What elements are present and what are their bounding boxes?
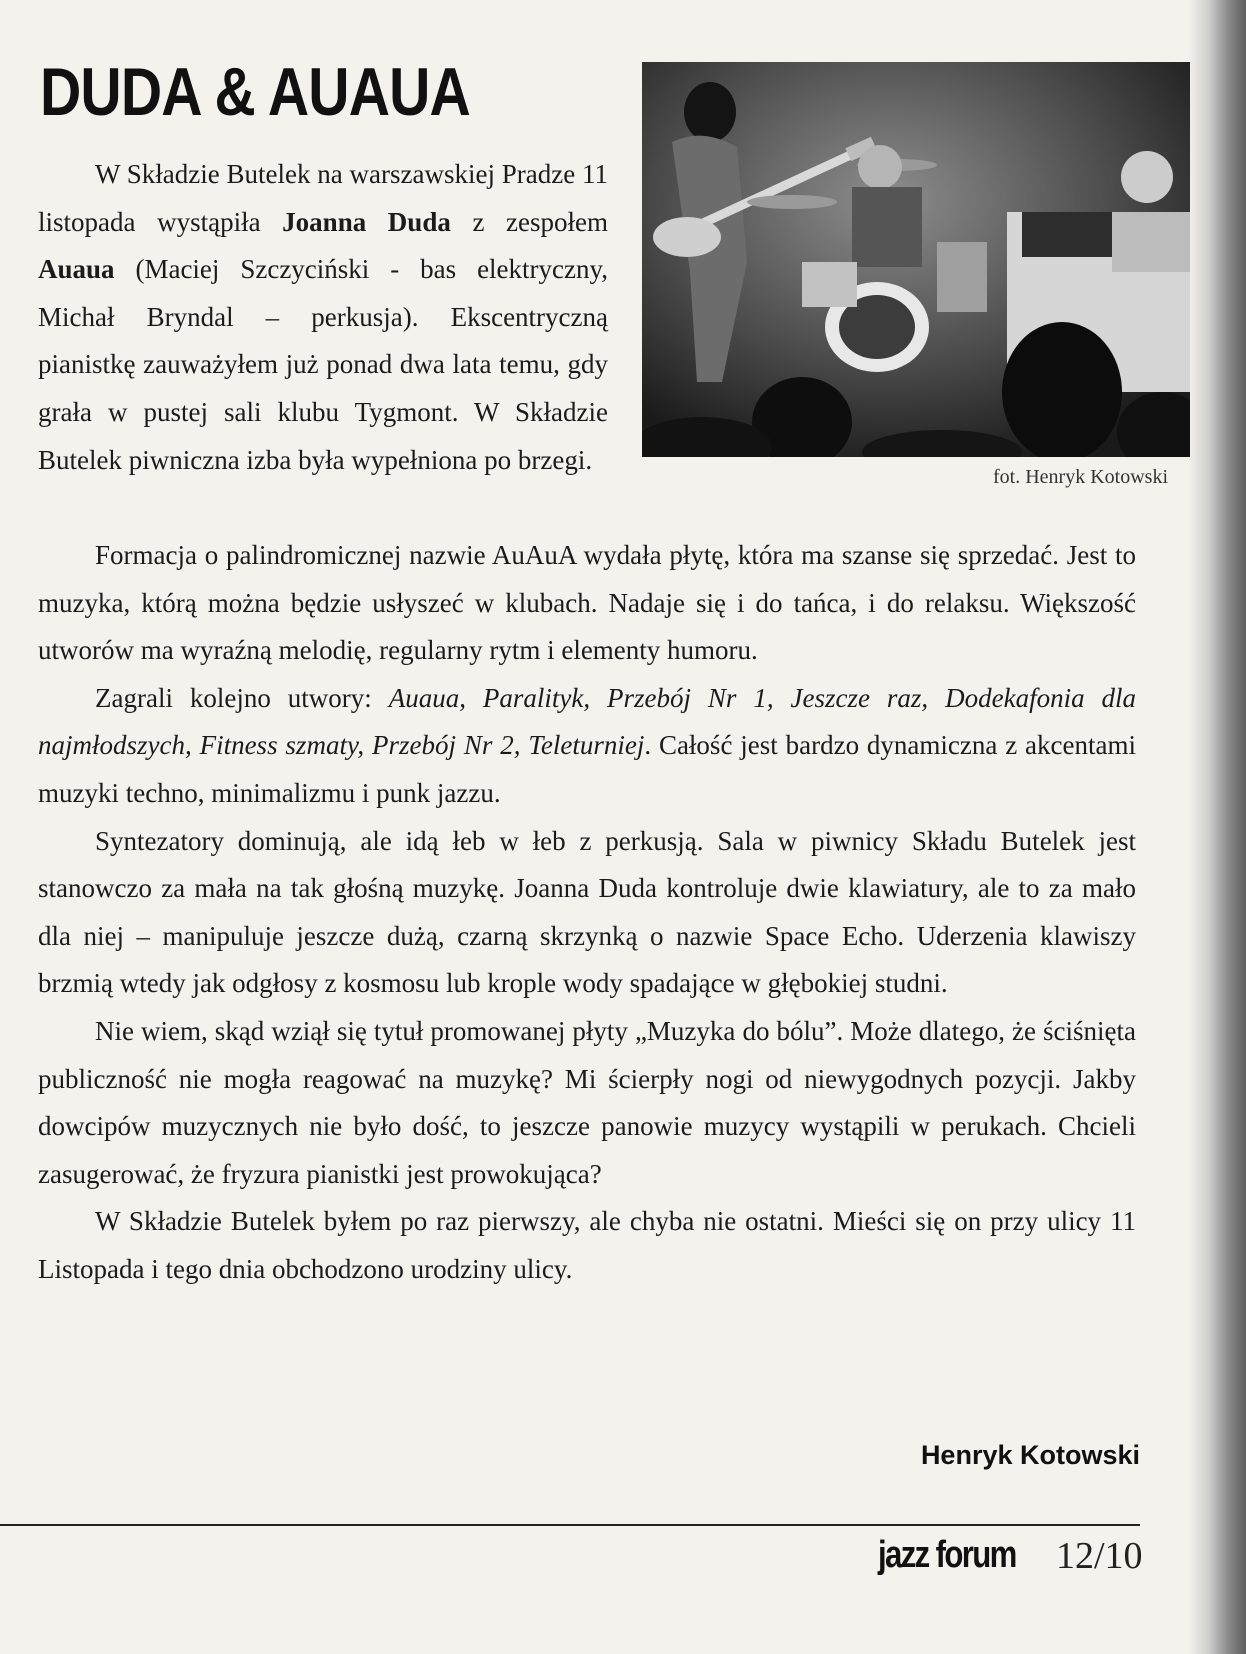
paragraph	[38, 1008, 1136, 1198]
body-text	[38, 532, 1136, 1294]
paragraph	[38, 1198, 1136, 1293]
paragraph	[38, 818, 1136, 1008]
text-run: W Składzie Butelek byłem po raz pierwszy, ale chyba nie ostatni. Mieści się on przy ulicy 11 Listopada i tego dnia obchodzono urodziny ulicy.	[38, 1206, 1136, 1284]
photo-caption: fot. Henryk Kotowski	[993, 466, 1168, 488]
text-run: Formacja o palindromicznej nazwie AuAuA wydała płytę, która ma szanse się sprzedać. Jest to muzyka, którą można będzie usłyszeć w klubach. Nadaje się i do tańca, i do relaksu. Większość utworów ma wyraźną melodię, regularny rytm i elementy humoru.	[38, 540, 1136, 666]
paragraph	[38, 151, 608, 484]
text-run: Syntezatory dominują, ale idą łeb w łeb z perkusją. Sala w piwnicy Składu Butelek jest stanowczo za mała na tak głośną muzykę. Joanna Duda kontroluje dwie klawiatury, ale to za mało dla niej – manipuluje jeszcze dużą, czarną skrzynką o nazwie Space Echo. Uderzenia klawiszy brzmią wtedy jak odgłosy z kosmosu lub krople wody spadające w głębokiej studni.	[38, 825, 1136, 999]
text-run: z zespołem	[450, 206, 608, 237]
page-spine-shadow	[1188, 0, 1246, 1654]
issue-number: 12/10	[1056, 1535, 1143, 1577]
intro-column	[38, 151, 608, 484]
text-run: Zagrali kolejno utwory:	[95, 682, 389, 713]
bold-text: Joanna Duda	[282, 206, 451, 237]
bold-text: Auaua	[38, 254, 115, 285]
text-run: (Maciej Szczyciński - bas elektryczny, Michał Bryndal – perkusja). Ekscentryczną pianistkę zauważyłem już ponad dwa lata temu, gdy grała w pustej sali klubu Tygmont. W Składzie Butelek piwniczna izba była wypełniona po brzegi.	[38, 254, 608, 475]
article-headline: DUDA & AUAUA	[40, 54, 470, 130]
author-byline: Henryk Kotowski	[920, 1440, 1140, 1470]
concert-photo-illustration	[642, 62, 1190, 457]
text-run: . Całość jest bardzo dynamiczna z akcentami muzyki techno, minimalizmu i punk jazzu.	[38, 730, 1136, 808]
concert-photo	[642, 62, 1190, 457]
footer-rule	[0, 1524, 1140, 1526]
text-run: W Składzie Butelek na warszawskiej Pradze 11 listopada wystąpiła	[38, 159, 608, 237]
italic-text: Auaua, Paralityk, Przebój Nr 1, Jeszcze raz, Dodekafonia dla najmłodszych, Fitness szmaty, Przebój Nr 2, Teleturniej	[38, 682, 1136, 761]
paragraph	[38, 675, 1136, 818]
paragraph	[38, 532, 1136, 675]
magazine-logo: jazz forum	[878, 1534, 1016, 1576]
text-run: Nie wiem, skąd wziął się tytuł promowanej płyty „Muzyka do bólu”. Może dlatego, że ściśnięta publiczność nie mogła reagować na muzykę? Mi ścierpły nogi od niewygodnych pozycji. Jakby dowcipów muzycznych nie było dość, to jeszcze panowie muzycy wystąpili w perukach. Chcieli zasugerować, że fryzura pianistki jest prowokująca?	[38, 1015, 1136, 1189]
